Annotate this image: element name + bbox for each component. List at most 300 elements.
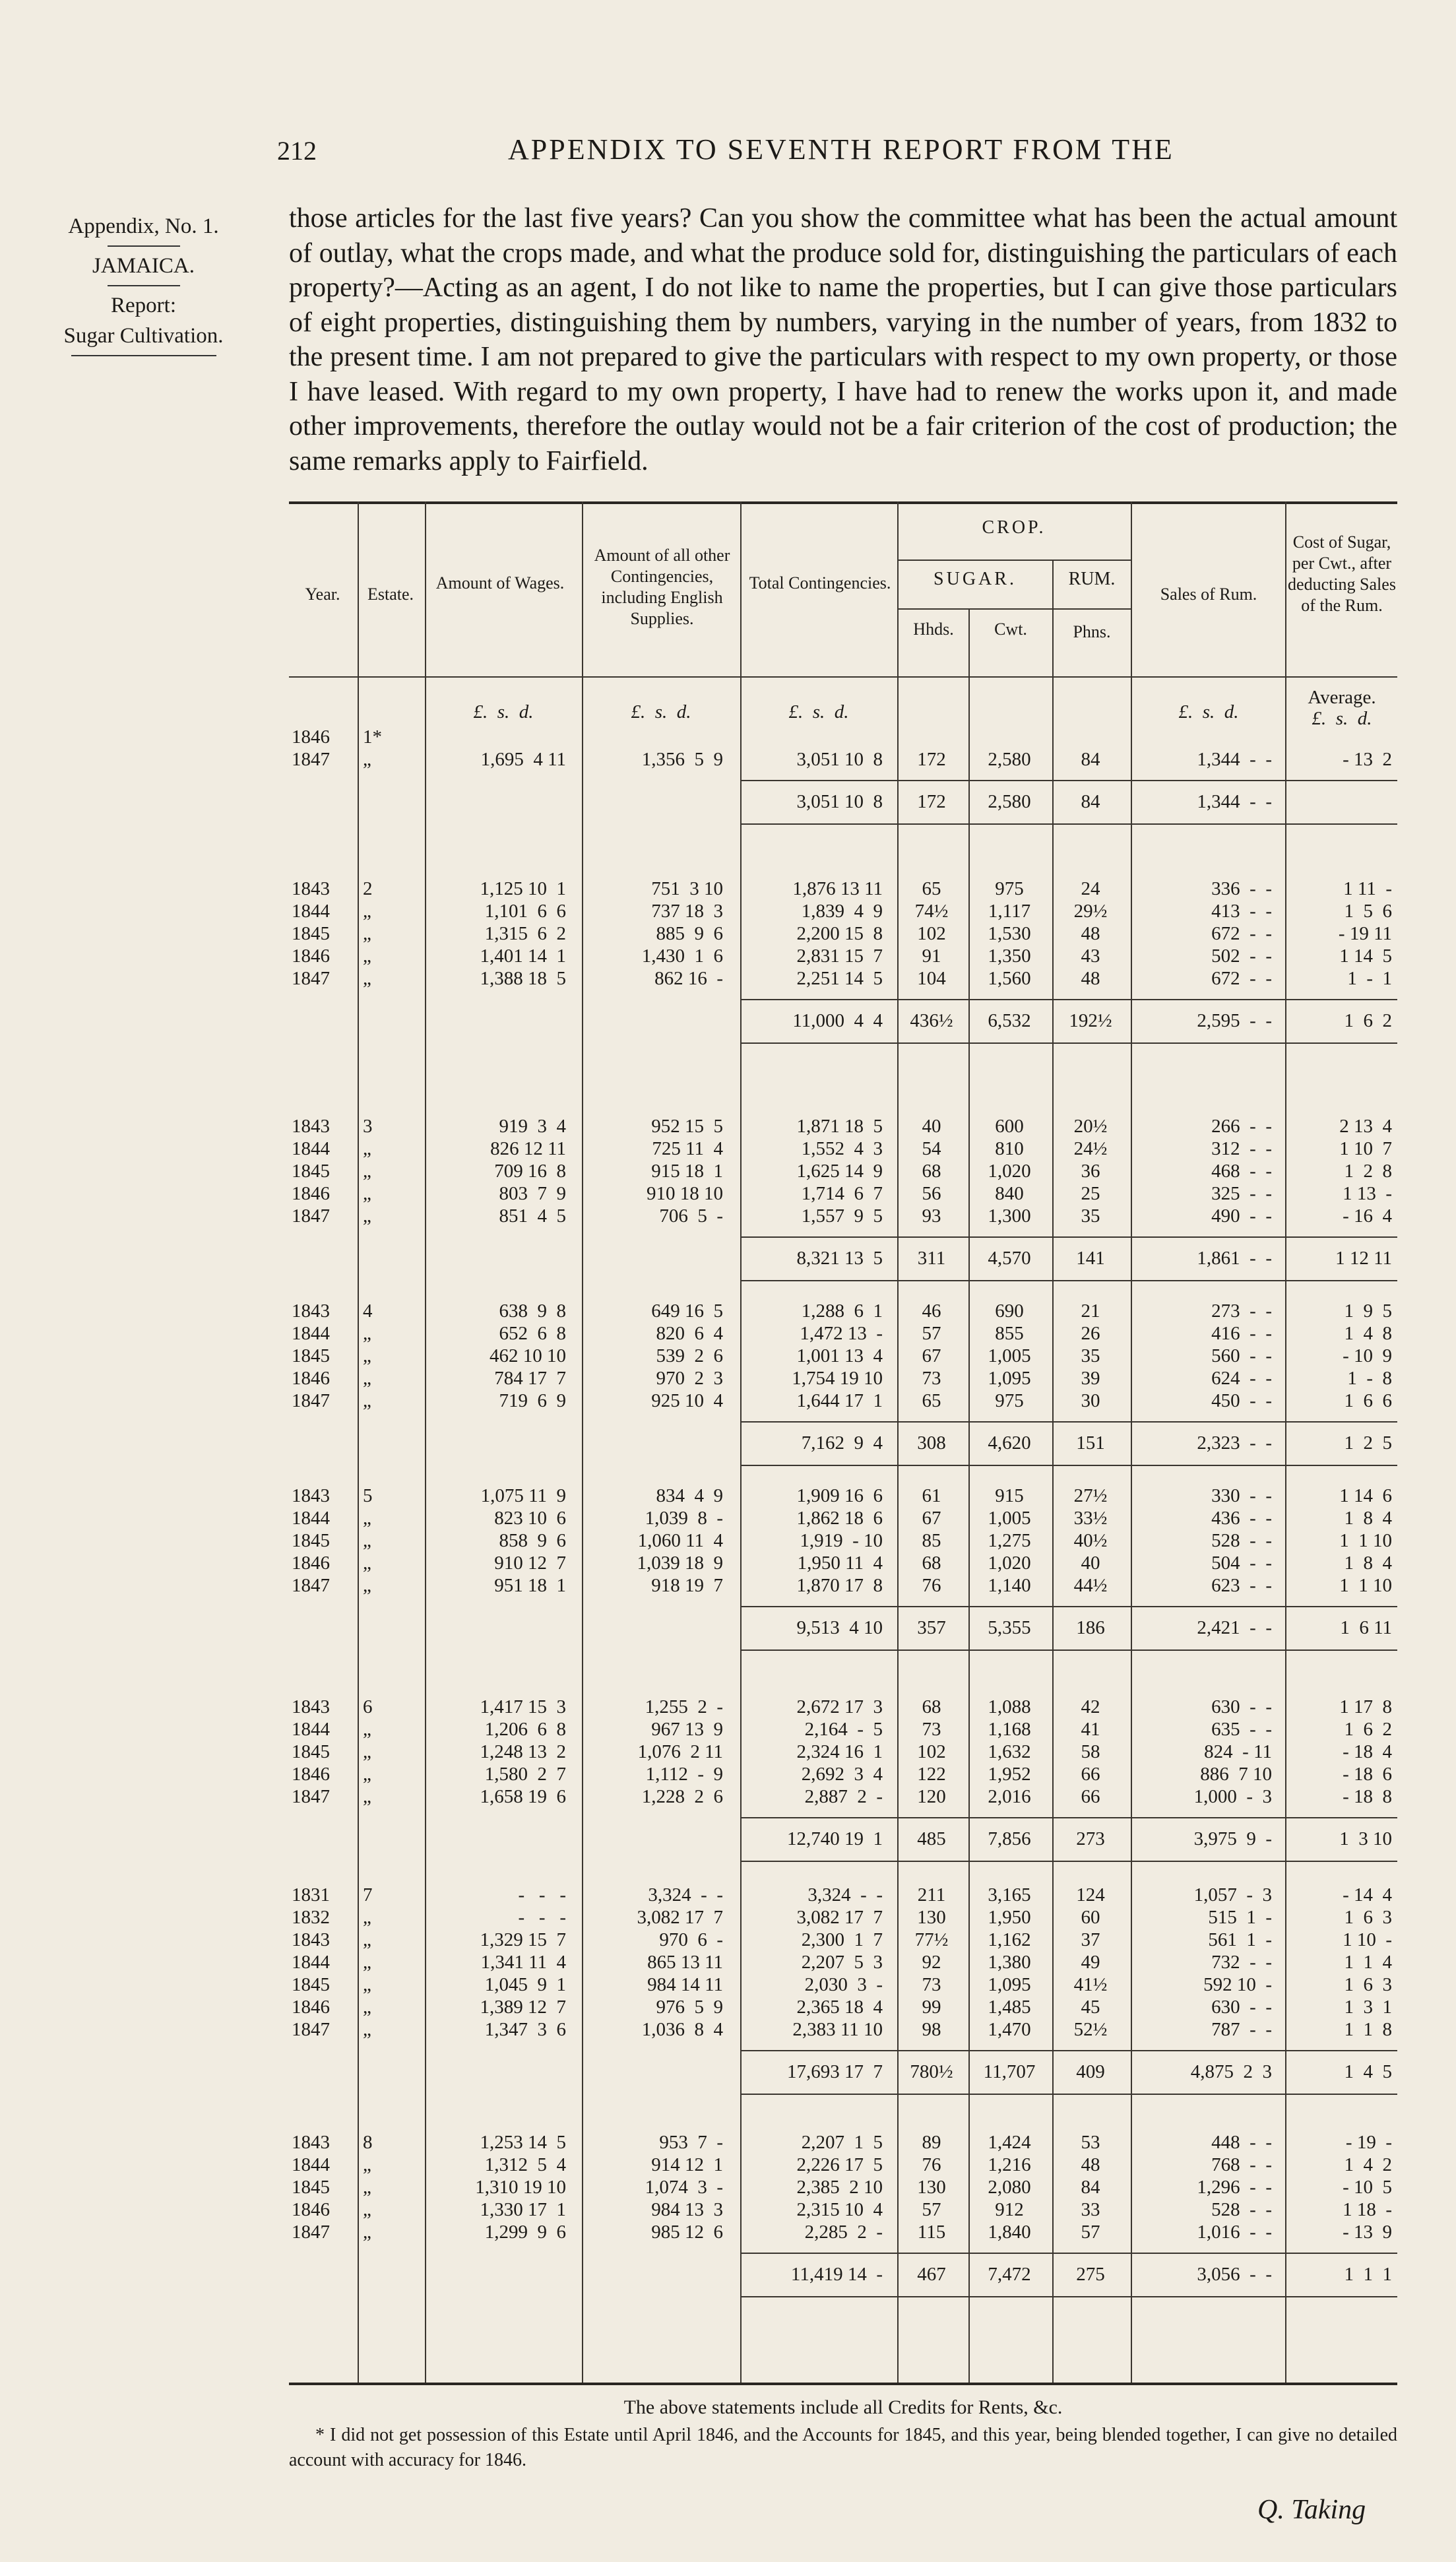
cell-phns: 36 [1081,1161,1100,1182]
cell-cont: 865 13 11 [647,1952,723,1973]
cell-year: 1845 [292,923,330,944]
cell-phns: 49 [1081,1952,1100,1973]
column-rule [582,501,583,2385]
cell-phns: 52½ [1073,2019,1108,2040]
cell-cont: 862 16 - [654,968,723,989]
subtotal-sales: 3,056 - - [1197,2264,1272,2285]
cell-estate: „ [363,2177,371,2198]
header-rule [899,608,1131,610]
cell-year: 1846 [292,726,330,748]
cell-cwt: 1,424 [988,2132,1031,2153]
cell-total: 1,870 17 8 [796,1575,883,1596]
accounts-table [289,501,1397,2385]
cell-sales: 624 - - [1211,1368,1272,1389]
cell-cost: 1 17 8 [1339,1696,1392,1717]
cell-phns: 35 [1081,1345,1100,1366]
cell-cwt: 1,162 [988,1929,1031,1950]
cell-sales [1133,726,1272,748]
cell-wages: 1,401 14 1 [480,945,566,967]
subtotal-rule [740,2050,1397,2051]
column-rule [897,501,899,2385]
subtotal-rule [740,999,1397,1000]
cell-year: 1844 [292,1952,330,1973]
group-rule [740,1280,1397,1281]
cell-hhds: 89 [922,2132,941,2153]
cell-estate: 3 [363,1116,373,1137]
cell-wages: 858 9 6 [499,1530,566,1551]
table-top-rule [289,501,1397,504]
cell-phns: 26 [1081,1323,1100,1344]
cell-sales: 413 - - [1211,901,1272,922]
running-title: APPENDIX TO SEVENTH REPORT FROM THE [508,133,1174,166]
cell-wages: 1,101 6 6 [484,901,566,922]
cell-phns: 40 [1081,1553,1100,1574]
cell-cost: 1 - 1 [1347,968,1392,989]
subtotal-sales: 2,323 - - [1197,1432,1272,1454]
cell-total: 2,692 3 4 [801,1764,883,1785]
cell-sales: 502 - - [1211,945,1272,967]
cell-sales: 768 - - [1211,2154,1272,2175]
cell-total: 2,030 3 - [804,1974,883,1995]
cell-total: 2,365 18 4 [796,1997,883,2018]
subtotal-cost: 1 4 5 [1344,2061,1392,2082]
cell-year: 1847 [292,2222,330,2243]
cell-total: 1,644 17 1 [796,1390,883,1411]
cell-estate: „ [363,1929,371,1950]
cell-cont: 1,430 1 6 [641,945,723,967]
cell-cont: 915 18 1 [651,1161,723,1182]
cell-cwt: 1,095 [988,1974,1031,1995]
column-rule [740,501,742,2385]
cell-year: 1846 [292,1368,330,1389]
subtotal-hhds: 172 [917,791,946,812]
cell-estate: „ [363,1997,371,2018]
cell-year: 1844 [292,1138,330,1159]
cell-year: 1846 [292,1553,330,1574]
header-rum: RUM. [1068,569,1116,589]
cell-year: 1845 [292,2177,330,2198]
cell-hhds [900,726,963,748]
subtotal-total: 8,321 13 5 [796,1248,883,1269]
cell-sales: 623 - - [1211,1575,1272,1596]
cell-estate: „ [363,1161,371,1182]
cell-estate: „ [363,923,371,944]
cell-cost: 1 4 8 [1344,1323,1392,1344]
cell-cont: 885 9 6 [656,923,723,944]
cell-hhds: 130 [917,1907,946,1928]
cell-cont: 649 16 5 [651,1300,723,1322]
cell-hhds: 73 [922,1719,941,1740]
cell-total: 2,831 15 7 [796,945,883,967]
cell-sales: 635 - - [1211,1719,1272,1740]
table-bottom-rule [289,2383,1397,2385]
cell-total: 1,557 9 5 [801,1205,883,1227]
subtotal-cost: 1 2 5 [1344,1432,1392,1454]
subtotal-cwt: 11,707 [983,2061,1036,2082]
cell-hhds: 56 [922,1183,941,1204]
cell-sales: 1,057 - 3 [1193,1884,1272,1905]
margin-rule [71,355,216,356]
cell-wages: 1,329 15 7 [480,1929,566,1950]
cell-cwt: 1,485 [988,1997,1031,2018]
cell-sales: 672 - - [1211,968,1272,989]
cell-cost: 1 14 6 [1339,1485,1392,1506]
cell-cost: 1 4 2 [1344,2154,1392,2175]
cell-cwt: 1,560 [988,968,1031,989]
cell-sales: 490 - - [1211,1205,1272,1227]
cell-year: 1845 [292,1974,330,1995]
cell-hhds: 92 [922,1952,941,1973]
cell-wages: 1,580 2 7 [484,1764,566,1785]
cell-hhds: 76 [922,2154,941,2175]
header-sugar: SUGAR. [934,569,1017,589]
cell-cost: - 10 5 [1343,2177,1392,2198]
footnote-asterisk: * I did not get possession of this Estate until April 1846, and the Accounts for 1845, and this year, being blended together, I can give no detailed account with accuracy for 1846. [289,2425,1397,2470]
cell-phns: 66 [1081,1764,1100,1785]
cell-wages: 910 12 7 [494,1553,566,1574]
cell-cwt: 1,470 [988,2019,1031,2040]
cell-estate: „ [363,1764,371,1785]
cell-year: 1845 [292,1530,330,1551]
cell-hhds: 57 [922,2199,941,2220]
cell-phns: 33 [1081,2199,1100,2220]
footnote-statement: The above statements include all Credits for Rents, &c. [623,2396,1063,2418]
cell-cont: 984 13 3 [651,2199,723,2220]
cell-wages: 1,347 3 6 [484,2019,566,2040]
cell-hhds: 122 [917,1764,946,1785]
cell-sales: 528 - - [1211,2199,1272,2220]
cell-cost [1286,726,1392,748]
cell-year: 1844 [292,1719,330,1740]
cell-hhds: 77½ [914,1929,949,1950]
cell-total: 3,082 17 7 [796,1907,883,1928]
cell-cont: 3,082 17 7 [637,1907,723,1928]
cell-cost: - 14 4 [1343,1884,1392,1905]
group-rule [740,2094,1397,2095]
header-estate: Estate. [367,585,414,604]
cell-wages: 803 7 9 [499,1183,566,1204]
column-rule [425,501,426,2385]
cell-year: 1847 [292,968,330,989]
margin-rule [108,245,180,247]
header-total: Total Contingencies. [749,573,891,592]
cell-hhds: 68 [922,1161,941,1182]
cell-phns: 41 [1081,1719,1100,1740]
cell-cost: - 10 9 [1343,1345,1392,1366]
cell-year: 1846 [292,1183,330,1204]
cell-year: 1845 [292,1161,330,1182]
cell-cost: 1 2 8 [1344,1161,1392,1182]
cell-cwt: 1,168 [988,1719,1031,1740]
cell-cwt: 3,165 [988,1884,1031,1905]
cell-cwt: 1,300 [988,1205,1031,1227]
cell-phns: 45 [1081,1997,1100,2018]
cell-total: 2,324 16 1 [796,1741,883,1762]
cell-sales: 273 - - [1211,1300,1272,1322]
header-rule [899,560,1131,561]
subtotal-rule [740,1817,1397,1818]
cell-cwt: 1,380 [988,1952,1031,1973]
cell-year: 1846 [292,1764,330,1785]
cell-phns: 25 [1081,1183,1100,1204]
cell-wages: 1,388 18 5 [480,968,566,989]
cell-cwt: 1,840 [988,2222,1031,2243]
subtotal-total: 12,740 19 1 [787,1828,883,1849]
subtotal-total: 11,419 14 - [790,2264,883,2285]
cell-cont: 1,036 8 4 [641,2019,723,2040]
cell-phns: 48 [1081,968,1100,989]
cell-sales: 448 - - [1211,2132,1272,2153]
cell-wages: 1,389 12 7 [480,1997,566,2018]
cell-sales: 1,296 - - [1197,2177,1272,2198]
cell-estate: „ [363,1575,371,1596]
cell-wages: 1,253 14 5 [480,2132,566,2153]
cell-estate: „ [363,1205,371,1227]
margin-jamaica: JAMAICA. [92,254,195,278]
cell-phns: 44½ [1073,1575,1108,1596]
cell-phns: 30 [1081,1390,1100,1411]
cell-hhds: 172 [917,749,946,770]
cell-sales: 515 1 - [1208,1907,1272,1928]
subtotal-rule [740,1606,1397,1607]
cell-year: 1845 [292,1345,330,1366]
cell-phns: 84 [1081,2177,1100,2198]
cell-wages: 1,695 4 11 [480,749,566,770]
cell-cost: - 13 9 [1343,2222,1392,2243]
cell-cont: 1,076 2 11 [637,1741,723,1762]
cell-estate: „ [363,1741,371,1762]
cell-year: 1847 [292,1390,330,1411]
cell-phns: 42 [1081,1696,1100,1717]
cell-total: 1,552 4 3 [801,1138,883,1159]
cell-year: 1843 [292,1300,330,1322]
cell-year: 1845 [292,1741,330,1762]
cell-phns: 29½ [1073,901,1108,922]
subtotal-cwt: 2,580 [988,791,1031,812]
group-rule [740,1861,1397,1862]
cell-cont: 985 12 6 [651,2222,723,2243]
cell-cont: 984 14 11 [647,1974,723,1995]
cell-phns: 53 [1081,2132,1100,2153]
cell-cwt: 2,016 [988,1786,1031,1807]
cell-total: 1,754 19 10 [792,1368,883,1389]
subtotal-phns: 192½ [1069,1010,1112,1031]
cell-estate: „ [363,749,371,770]
cell-year: 1831 [292,1884,330,1905]
header-cost: Cost of Sugar, per Cwt., after deducting Sales of the Rum. [1288,532,1396,615]
cell-total: 1,288 6 1 [801,1300,883,1322]
cell-cont: 925 10 4 [651,1390,723,1411]
cell-estate: 7 [363,1884,373,1905]
margin-appendix: Appendix, No. 1. [68,214,219,238]
cell-total: 1,625 14 9 [796,1161,883,1182]
subtotal-total: 3,051 10 8 [796,791,883,812]
cell-cost: - 13 2 [1343,749,1392,770]
subtotal-rule [740,780,1397,781]
header-year: Year. [305,585,340,604]
subtotal-hhds: 780½ [910,2061,953,2082]
cell-estate: „ [363,2199,371,2220]
cell-hhds: 102 [917,923,946,944]
cell-cwt: 1,950 [988,1907,1031,1928]
cell-year: 1843 [292,2132,330,2153]
cell-cont: 914 12 1 [651,2154,723,2175]
cell-sales: 732 - - [1211,1952,1272,1973]
cell-cwt: 975 [995,1390,1024,1411]
cell-phns: 24½ [1073,1138,1108,1159]
cell-phns: 66 [1081,1786,1100,1807]
cell-hhds: 91 [922,945,941,967]
cell-wages: 1,125 10 1 [480,878,566,899]
cell-estate: „ [363,1952,371,1973]
margin-note [26,211,261,360]
cell-estate: „ [363,2019,371,2040]
cell-hhds: 130 [917,2177,946,2198]
cell-total: 1,839 4 9 [801,901,883,922]
subtotal-hhds: 311 [917,1248,946,1269]
cell-cont: 751 3 10 [651,878,723,899]
subtotal-cost: 1 1 1 [1344,2264,1392,2285]
cell-cont: 3,324 - - [648,1884,723,1905]
cell-total: 2,207 5 3 [801,1952,883,1973]
cell-hhds: 93 [922,1205,941,1227]
cell-cwt: 1,350 [988,945,1031,967]
cell-total: 1,950 11 4 [797,1553,883,1574]
cell-sales: 630 - - [1211,1997,1272,2018]
cell-year: 1843 [292,1696,330,1717]
cell-hhds: 67 [922,1508,941,1529]
cell-sales: 560 - - [1211,1345,1272,1366]
subtotal-phns: 186 [1076,1617,1105,1638]
cell-hhds: 85 [922,1530,941,1551]
cell-cost: 1 13 - [1343,1183,1392,1204]
cell-cost: 1 10 - [1343,1929,1392,1950]
cell-year: 1846 [292,1997,330,2018]
cell-sales: 468 - - [1211,1161,1272,1182]
cell-cwt: 1,020 [988,1553,1031,1574]
cell-cost: 1 8 4 [1344,1508,1392,1529]
margin-rule [108,285,180,286]
header-wages: Amount of Wages. [435,573,565,592]
cell-cwt [971,726,1048,748]
cell-estate: „ [363,1786,371,1807]
cell-total: 2,164 - 5 [804,1719,883,1740]
cell-estate: 6 [363,1696,373,1717]
cell-estate: „ [363,2154,371,2175]
column-rule [358,501,359,2385]
cell-hhds: 68 [922,1696,941,1717]
cell-total: 2,385 2 10 [796,2177,883,2198]
subtotal-cost: 1 12 11 [1335,1248,1392,1269]
cell-cwt: 1,088 [988,1696,1031,1717]
margin-report: Report: [111,294,176,317]
cell-cwt: 690 [995,1300,1024,1322]
cell-total: 3,051 10 8 [796,749,883,770]
cell-cont: 1,356 5 9 [641,749,723,770]
cell-sales: 1,016 - - [1197,2222,1272,2243]
cell-cont: 976 5 9 [656,1997,723,2018]
cell-total: 2,251 14 5 [796,968,883,989]
subtotal-total: 7,162 9 4 [801,1432,883,1454]
cell-sales: 504 - - [1211,1553,1272,1574]
cell-hhds: 74½ [914,901,949,922]
cell-phns: 35 [1081,1205,1100,1227]
cell-cost: 1 1 4 [1344,1952,1392,1973]
cell-cost: 1 18 - [1343,2199,1392,2220]
cell-cost: 1 6 2 [1344,1719,1392,1740]
subtotal-total: 11,000 4 4 [792,1010,883,1031]
cell-total: 2,200 15 8 [796,923,883,944]
cell-cost: 1 14 5 [1339,945,1392,967]
cell-estate: „ [363,1368,371,1389]
cell-phns: 40½ [1073,1530,1108,1551]
subtotal-phns: 151 [1076,1432,1105,1454]
subtotal-cwt: 4,570 [988,1248,1031,1269]
cell-hhds: 73 [922,1368,941,1389]
cell-cont: 910 18 10 [647,1183,723,1204]
cell-wages [429,726,566,748]
cell-cont: 1,228 2 6 [641,1786,723,1807]
cell-total: 2,315 10 4 [796,2199,883,2220]
cell-phns: 27½ [1073,1485,1108,1506]
cell-year: 1843 [292,878,330,899]
cell-wages: 1,310 19 10 [475,2177,566,2198]
header-phns: Phns. [1073,622,1111,641]
cell-cwt: 1,952 [988,1764,1031,1785]
cell-phns: 20½ [1073,1116,1108,1137]
subtotal-rule [740,2253,1397,2254]
cell-wages: 1,075 11 9 [480,1485,566,1506]
cell-phns: 21 [1081,1300,1100,1322]
cell-cont: 820 6 4 [656,1323,723,1344]
cell-cost: 2 13 4 [1339,1116,1392,1137]
cell-total: 1,909 16 6 [796,1485,883,1506]
cell-total: 2,672 17 3 [796,1696,883,1717]
cell-cont: 834 4 9 [656,1485,723,1506]
cell-cost: 1 6 3 [1344,1974,1392,1995]
subtotal-hhds: 467 [917,2264,946,2285]
cell-hhds: 54 [922,1138,941,1159]
cell-sales: 630 - - [1211,1696,1272,1717]
cell-wages: 1,312 5 4 [484,2154,566,2175]
header-hhds: Hhds. [913,620,954,639]
cell-wages: 1,315 6 2 [484,923,566,944]
cell-cont: 918 19 7 [651,1575,723,1596]
cell-total: 2,300 1 7 [801,1929,883,1950]
cell-total: 1,876 13 11 [792,878,883,899]
cell-estate: „ [363,901,371,922]
subtotal-rule [740,1421,1397,1423]
subtotal-hhds: 357 [917,1617,946,1638]
subtotal-hhds: 485 [917,1828,946,1849]
cell-wages: 638 9 8 [499,1300,566,1322]
cell-total: 1,871 18 5 [796,1116,883,1137]
group-rule [740,1465,1397,1466]
cell-year: 1847 [292,749,330,770]
cell-cost: - 19 - [1345,2132,1392,2153]
cell-total: 1,472 13 - [800,1323,883,1344]
cell-cwt: 600 [995,1116,1024,1137]
cell-total: 3,324 - - [807,1884,883,1905]
cell-total: 2,226 17 5 [796,2154,883,2175]
cell-cwt: 912 [995,2199,1024,2220]
subtotal-cwt: 7,472 [988,2264,1031,2285]
cell-cost: 1 3 1 [1344,1997,1392,2018]
cell-hhds: 68 [922,1553,941,1574]
subtotal-phns: 275 [1076,2264,1105,2285]
cell-wages: 1,658 19 6 [480,1786,566,1807]
cell-wages: - - - [518,1884,566,1905]
